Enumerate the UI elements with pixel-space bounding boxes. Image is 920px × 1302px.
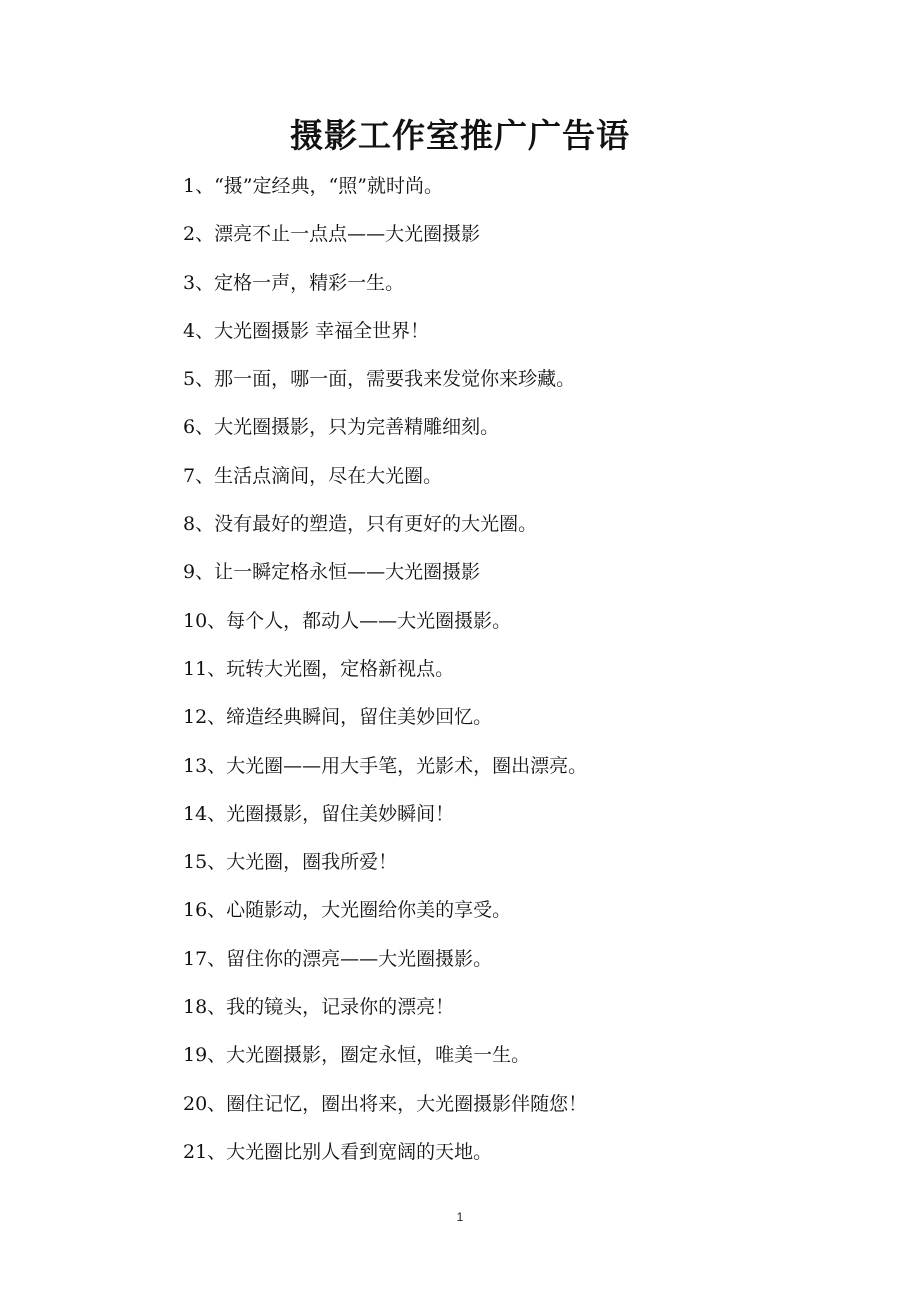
slogan-item: 19、大光圈摄影，圈定永恒，唯美一生。: [183, 1044, 531, 1067]
slogan-item: 9、让一瞬定格永恒——大光圈摄影: [183, 561, 481, 584]
slogan-item: 18、我的镜头，记录你的漂亮！: [183, 996, 455, 1019]
slogan-item: 5、那一面，哪一面，需要我来发觉你来珍藏。: [183, 368, 576, 391]
slogan-item: 7、生活点滴间，尽在大光圈。: [183, 464, 443, 487]
slogan-list: [183, 167, 587, 1181]
slogan-item: 17、留住你的漂亮——大光圈摄影。: [183, 947, 493, 970]
slogan-item: 2、漂亮不止一点点——大光圈摄影: [183, 223, 481, 246]
slogan-item: 6、大光圈摄影，只为完善精雕细刻。: [183, 416, 500, 439]
page-title: 摄影工作室推广广告语: [290, 116, 630, 155]
slogan-item: 14、光圈摄影，留住美妙瞬间！: [183, 802, 455, 825]
slogan-item: 8、没有最好的塑造，只有更好的大光圈。: [183, 513, 538, 536]
slogan-item: 13、大光圈——用大手笔，光影术，圈出漂亮。: [183, 754, 588, 777]
slogan-item: 3、定格一声，精彩一生。: [183, 271, 405, 294]
slogan-item: 4、大光圈摄影 幸福全世界！: [183, 319, 430, 342]
slogan-item: 20、圈住记忆，圈出将来，大光圈摄影伴随您！: [183, 1092, 588, 1115]
page-number: 1: [456, 1210, 464, 1224]
slogan-item: 15、大光圈，圈我所爱！: [183, 851, 398, 874]
slogan-item: 16、心随影动，大光圈给你美的享受。: [183, 899, 512, 922]
slogan-item: 1、“摄”定经典，“照”就时尚。: [183, 175, 443, 197]
slogan-item: 12、缔造经典瞬间，留住美妙回忆。: [183, 706, 493, 729]
slogan-item: 10、每个人，都动人——大光圈摄影。: [183, 609, 512, 632]
slogan-item: 11、玩转大光圈，定格新视点。: [183, 657, 455, 680]
slogan-item: 21、大光圈比别人看到宽阔的天地。: [183, 1140, 493, 1163]
